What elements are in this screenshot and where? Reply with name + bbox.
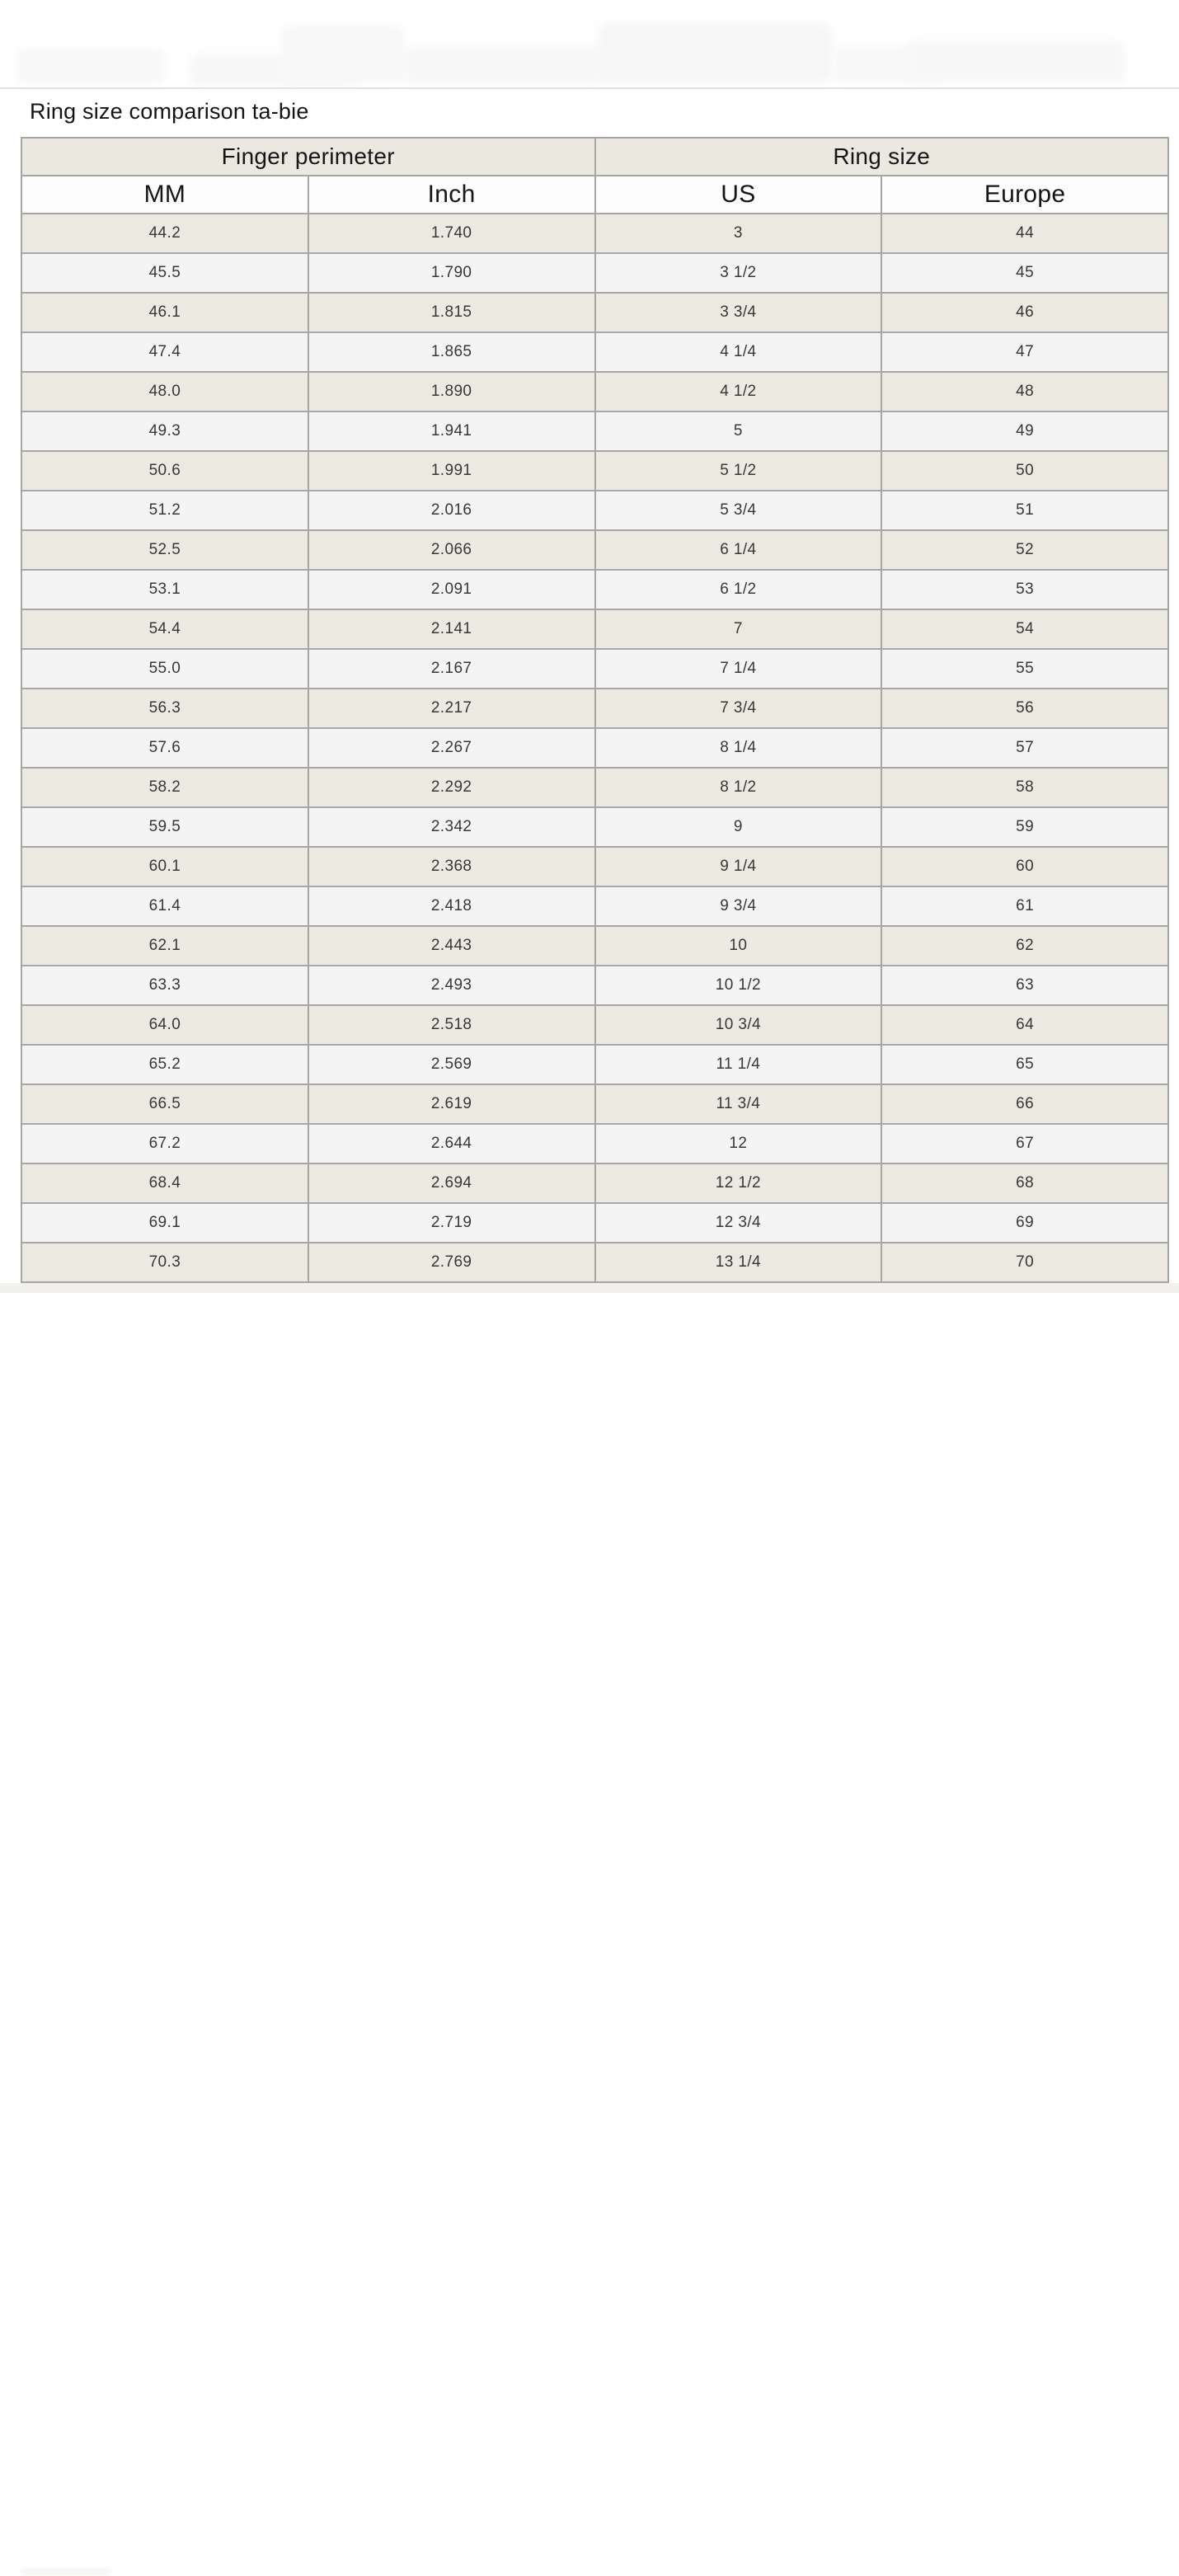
table-row (21, 1163, 1168, 1203)
cell-europe: 60 (881, 847, 1168, 886)
cell-mm: 70.3 (21, 1243, 308, 1282)
cell-inch: 1.790 (308, 253, 595, 293)
table-body (21, 214, 1168, 1282)
cell-inch: 2.518 (308, 1005, 595, 1045)
cell-europe: 52 (881, 530, 1168, 570)
cell-us: 3 1/2 (595, 253, 882, 293)
cell-mm: 57.6 (21, 728, 308, 768)
cell-us: 10 3/4 (595, 1005, 882, 1045)
cell-us: 10 (595, 926, 882, 966)
cell-mm: 46.1 (21, 293, 308, 332)
cell-us: 10 1/2 (595, 966, 882, 1005)
section-divider (0, 87, 1179, 89)
cell-europe: 58 (881, 768, 1168, 807)
table-row (21, 332, 1168, 372)
cell-europe: 47 (881, 332, 1168, 372)
cell-europe: 62 (881, 926, 1168, 966)
table-row (21, 411, 1168, 451)
table-row (21, 1005, 1168, 1045)
cell-us: 5 1/2 (595, 451, 882, 491)
cell-mm: 68.4 (21, 1163, 308, 1203)
ring-size-table (21, 137, 1169, 1283)
cell-mm: 65.2 (21, 1045, 308, 1084)
cell-europe: 56 (881, 689, 1168, 728)
faded-banner-ghost (404, 46, 602, 84)
cell-us: 12 1/2 (595, 1163, 882, 1203)
ring-size-table-container (21, 137, 1169, 1283)
cell-mm: 50.6 (21, 451, 308, 491)
cell-inch: 2.016 (308, 491, 595, 530)
cell-inch: 2.418 (308, 886, 595, 926)
cell-us: 6 1/2 (595, 570, 882, 609)
cell-mm: 54.4 (21, 609, 308, 649)
faded-banner-ghost (598, 23, 833, 82)
cell-europe: 69 (881, 1203, 1168, 1243)
cell-europe: 54 (881, 609, 1168, 649)
table-row (21, 689, 1168, 728)
table-row (21, 886, 1168, 926)
cell-mm: 44.2 (21, 214, 308, 253)
cell-inch: 2.217 (308, 689, 595, 728)
cell-europe: 57 (881, 728, 1168, 768)
faded-banner-ghost (907, 41, 1125, 82)
cell-europe: 48 (881, 372, 1168, 411)
bottom-strip (0, 1283, 1179, 1293)
cell-mm: 53.1 (21, 570, 308, 609)
cell-inch: 2.694 (308, 1163, 595, 1203)
cell-inch: 2.569 (308, 1045, 595, 1084)
group-header-ring-size: Ring size (595, 138, 1169, 176)
cell-inch: 2.493 (308, 966, 595, 1005)
cell-inch: 2.267 (308, 728, 595, 768)
cell-mm: 48.0 (21, 372, 308, 411)
cell-us: 9 1/4 (595, 847, 882, 886)
cell-europe: 70 (881, 1243, 1168, 1282)
cell-us: 7 1/4 (595, 649, 882, 689)
cell-europe: 63 (881, 966, 1168, 1005)
cell-inch: 2.443 (308, 926, 595, 966)
cell-us: 13 1/4 (595, 1243, 882, 1282)
cell-us: 8 1/2 (595, 768, 882, 807)
cell-inch: 1.865 (308, 332, 595, 372)
cell-us: 5 (595, 411, 882, 451)
cell-inch: 2.719 (308, 1203, 595, 1243)
cell-mm: 58.2 (21, 768, 308, 807)
cell-mm: 63.3 (21, 966, 308, 1005)
faded-banner-ghost (280, 25, 404, 82)
table-row (21, 847, 1168, 886)
page-title: Ring size comparison ta-bie (30, 99, 309, 124)
cell-inch: 1.941 (308, 411, 595, 451)
cell-europe: 66 (881, 1084, 1168, 1124)
cell-inch: 2.141 (308, 609, 595, 649)
cell-mm: 56.3 (21, 689, 308, 728)
cell-europe: 46 (881, 293, 1168, 332)
table-row (21, 768, 1168, 807)
cell-mm: 52.5 (21, 530, 308, 570)
cell-mm: 67.2 (21, 1124, 308, 1163)
table-row (21, 372, 1168, 411)
cell-inch: 1.815 (308, 293, 595, 332)
column-header-inch: Inch (308, 176, 595, 214)
group-header-finger-perimeter: Finger perimeter (21, 138, 595, 176)
table-header (21, 138, 1168, 214)
cell-mm: 49.3 (21, 411, 308, 451)
cell-inch: 2.167 (308, 649, 595, 689)
table-row (21, 649, 1168, 689)
cell-europe: 65 (881, 1045, 1168, 1084)
table-row (21, 1124, 1168, 1163)
cell-europe: 44 (881, 214, 1168, 253)
table-row (21, 214, 1168, 253)
cell-europe: 49 (881, 411, 1168, 451)
faded-banner-ghost (16, 48, 165, 84)
cell-europe: 45 (881, 253, 1168, 293)
cell-us: 7 (595, 609, 882, 649)
table-row (21, 966, 1168, 1005)
cell-europe: 64 (881, 1005, 1168, 1045)
table-row (21, 570, 1168, 609)
table-row (21, 609, 1168, 649)
cell-us: 3 (595, 214, 882, 253)
cell-europe: 50 (881, 451, 1168, 491)
column-group-row (21, 138, 1168, 176)
cell-inch: 2.292 (308, 768, 595, 807)
cell-us: 12 3/4 (595, 1203, 882, 1243)
cell-us: 6 1/4 (595, 530, 882, 570)
column-header-us: US (595, 176, 882, 214)
table-row (21, 1045, 1168, 1084)
cell-us: 8 1/4 (595, 728, 882, 768)
cell-mm: 51.2 (21, 491, 308, 530)
table-row (21, 1203, 1168, 1243)
cell-inch: 1.740 (308, 214, 595, 253)
faded-banner-ghost (21, 2568, 111, 2576)
cell-us: 12 (595, 1124, 882, 1163)
cell-europe: 68 (881, 1163, 1168, 1203)
cell-europe: 51 (881, 491, 1168, 530)
cell-inch: 2.644 (308, 1124, 595, 1163)
cell-us: 9 3/4 (595, 886, 882, 926)
cell-us: 4 1/2 (595, 372, 882, 411)
cell-mm: 59.5 (21, 807, 308, 847)
cell-us: 9 (595, 807, 882, 847)
table-row (21, 926, 1168, 966)
faded-banner-area (0, 0, 1179, 87)
cell-mm: 45.5 (21, 253, 308, 293)
table-row (21, 253, 1168, 293)
cell-us: 4 1/4 (595, 332, 882, 372)
column-header-mm: MM (21, 176, 308, 214)
cell-us: 5 3/4 (595, 491, 882, 530)
cell-mm: 66.5 (21, 1084, 308, 1124)
cell-mm: 60.1 (21, 847, 308, 886)
cell-us: 3 3/4 (595, 293, 882, 332)
cell-us: 11 1/4 (595, 1045, 882, 1084)
cell-europe: 67 (881, 1124, 1168, 1163)
table-row (21, 293, 1168, 332)
column-header-row (21, 176, 1168, 214)
cell-mm: 62.1 (21, 926, 308, 966)
cell-inch: 2.368 (308, 847, 595, 886)
cell-inch: 2.066 (308, 530, 595, 570)
cell-inch: 2.342 (308, 807, 595, 847)
cell-us: 11 3/4 (595, 1084, 882, 1124)
table-row (21, 530, 1168, 570)
cell-inch: 2.619 (308, 1084, 595, 1124)
cell-mm: 55.0 (21, 649, 308, 689)
table-row (21, 491, 1168, 530)
cell-inch: 2.769 (308, 1243, 595, 1282)
cell-mm: 61.4 (21, 886, 308, 926)
table-row (21, 1084, 1168, 1124)
cell-mm: 69.1 (21, 1203, 308, 1243)
cell-europe: 53 (881, 570, 1168, 609)
column-header-europe: Europe (881, 176, 1168, 214)
table-row (21, 1243, 1168, 1282)
cell-inch: 1.991 (308, 451, 595, 491)
cell-europe: 59 (881, 807, 1168, 847)
cell-mm: 47.4 (21, 332, 308, 372)
cell-mm: 64.0 (21, 1005, 308, 1045)
cell-europe: 61 (881, 886, 1168, 926)
table-row (21, 451, 1168, 491)
table-row (21, 728, 1168, 768)
cell-inch: 1.890 (308, 372, 595, 411)
cell-inch: 2.091 (308, 570, 595, 609)
cell-europe: 55 (881, 649, 1168, 689)
cell-us: 7 3/4 (595, 689, 882, 728)
table-row (21, 807, 1168, 847)
